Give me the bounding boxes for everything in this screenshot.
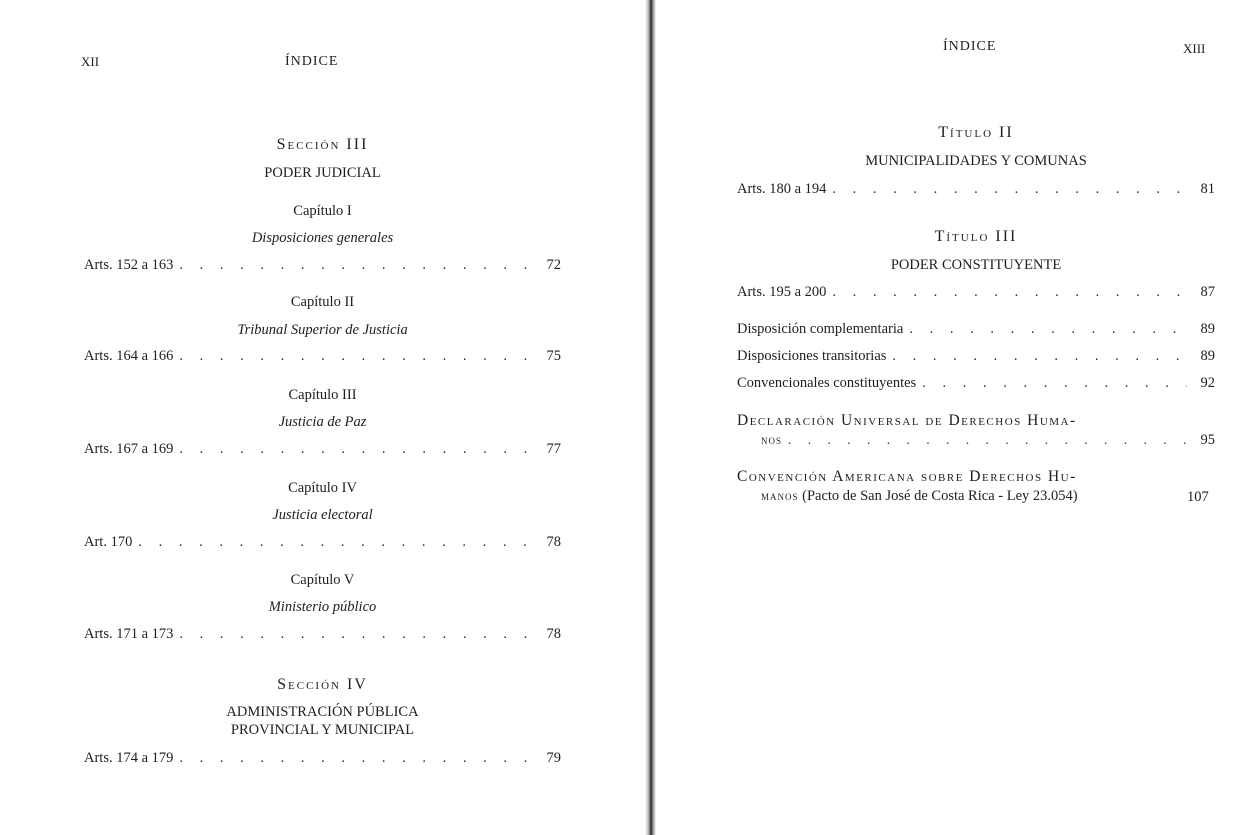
toc-entry[interactable]: [737, 284, 1215, 301]
leader-dots: [179, 750, 533, 767]
toc-entry-label: Disposición complementaria: [737, 321, 904, 337]
titulo-iii-subtitle: PODER CONSTITUYENTE: [890, 257, 1062, 273]
leader-dots: [922, 375, 1187, 392]
toc-entry[interactable]: [84, 257, 561, 274]
toc-entry-page: 95: [1200, 432, 1215, 448]
toc-entry-page: 81: [1200, 181, 1215, 197]
chapter-label: Capítulo IV: [288, 480, 357, 496]
toc-entry-page: 75: [546, 348, 561, 364]
toc-entry[interactable]: [737, 375, 1215, 392]
toc-entry-label: Art. 170: [84, 534, 133, 550]
chapter-label: Capítulo V: [290, 572, 355, 588]
leader-dots: [179, 441, 533, 458]
toc-entry[interactable]: [737, 348, 1215, 365]
book-gutter: [645, 0, 656, 835]
left-folio: XII: [81, 54, 100, 69]
leader-dots: [179, 626, 533, 643]
toc-entry[interactable]: [737, 321, 1215, 338]
toc-entry-page: 78: [546, 626, 561, 642]
toc-entry-label: Disposiciones transitorias: [737, 348, 887, 364]
leader-dots: [179, 257, 533, 274]
leader-dots: [832, 181, 1187, 198]
section-iii-subtitle: PODER JUDICIAL: [264, 165, 381, 181]
toc-entry-label: Convencionales constituyentes: [737, 375, 917, 391]
section-iv-subtitle-line2: PROVINCIAL Y MUNICIPAL: [230, 722, 415, 738]
convencion-caps-word: manos: [761, 488, 799, 503]
section-iii-title: Sección III: [276, 136, 369, 153]
toc-entry-page: 107: [1187, 489, 1209, 505]
convencion-subtitle: (Pacto de San José de Costa Rica - Ley 23.054): [798, 488, 1078, 504]
toc-entry[interactable]: [84, 534, 561, 551]
toc-entry-page: 92: [1200, 375, 1215, 391]
right-folio: XIII: [1183, 41, 1206, 56]
declaracion-title-line1[interactable]: Declaración Universal de Derechos Huma-: [737, 412, 1077, 429]
chapter-label: Capítulo I: [293, 203, 352, 219]
right-running-head: ÍNDICE: [943, 39, 997, 54]
toc-entry-label: Arts. 195 a 200: [737, 284, 827, 300]
chapter-title: Disposiciones generales: [251, 230, 394, 246]
toc-entry-label: Arts. 171 a 173: [84, 626, 174, 642]
toc-entry-label: Arts. 164 a 166: [84, 348, 174, 364]
toc-entry-page: 77: [546, 441, 561, 457]
titulo-iii-title: Título III: [934, 228, 1018, 245]
leader-dots: [892, 348, 1187, 365]
chapter-label: Capítulo III: [288, 387, 357, 403]
toc-entry[interactable]: [84, 750, 561, 767]
chapter-title: Ministerio público: [268, 599, 377, 615]
chapter-title: Justicia de Paz: [278, 414, 367, 430]
leader-dots: [138, 534, 533, 551]
toc-entry-page: 89: [1200, 348, 1215, 364]
right-page: [656, 0, 1248, 835]
leader-dots: [909, 321, 1187, 338]
toc-entry[interactable]: [84, 626, 561, 643]
chapter-title: Tribunal Superior de Justicia: [237, 322, 408, 338]
convencion-title-line2[interactable]: [761, 488, 1078, 505]
titulo-ii-subtitle: MUNICIPALIDADES Y COMUNAS: [865, 153, 1087, 169]
toc-entry-label: Arts. 180 a 194: [737, 181, 827, 197]
section-iv-subtitle-line1: ADMINISTRACIÓN PÚBLICA: [226, 704, 419, 720]
toc-entry[interactable]: [84, 441, 561, 458]
toc-entry-page: 79: [546, 750, 561, 766]
declaracion-title-line2: nos: [761, 432, 783, 447]
toc-entry[interactable]: [761, 432, 1215, 449]
toc-entry-page: 89: [1200, 321, 1215, 337]
toc-entry-page: 72: [546, 257, 561, 273]
chapter-label: Capítulo II: [290, 294, 355, 310]
convencion-title-line1[interactable]: Convención Americana sobre Derechos Hu-: [737, 468, 1077, 485]
section-iv-title: Sección IV: [277, 676, 368, 693]
toc-entry-page: 87: [1200, 284, 1215, 300]
toc-entry[interactable]: [737, 181, 1215, 198]
chapter-title: Justicia electoral: [272, 507, 373, 523]
titulo-ii-title: Título II: [938, 124, 1014, 141]
leader-dots: [179, 348, 533, 365]
leader-dots: [788, 432, 1187, 448]
toc-entry-label: Arts. 174 a 179: [84, 750, 174, 766]
toc-entry-page: 78: [546, 534, 561, 550]
toc-entry-label: Arts. 167 a 169: [84, 441, 174, 457]
toc-entry-label: Arts. 152 a 163: [84, 257, 174, 273]
toc-entry[interactable]: [84, 348, 561, 365]
left-running-head: ÍNDICE: [285, 54, 339, 69]
leader-dots: [832, 284, 1187, 301]
